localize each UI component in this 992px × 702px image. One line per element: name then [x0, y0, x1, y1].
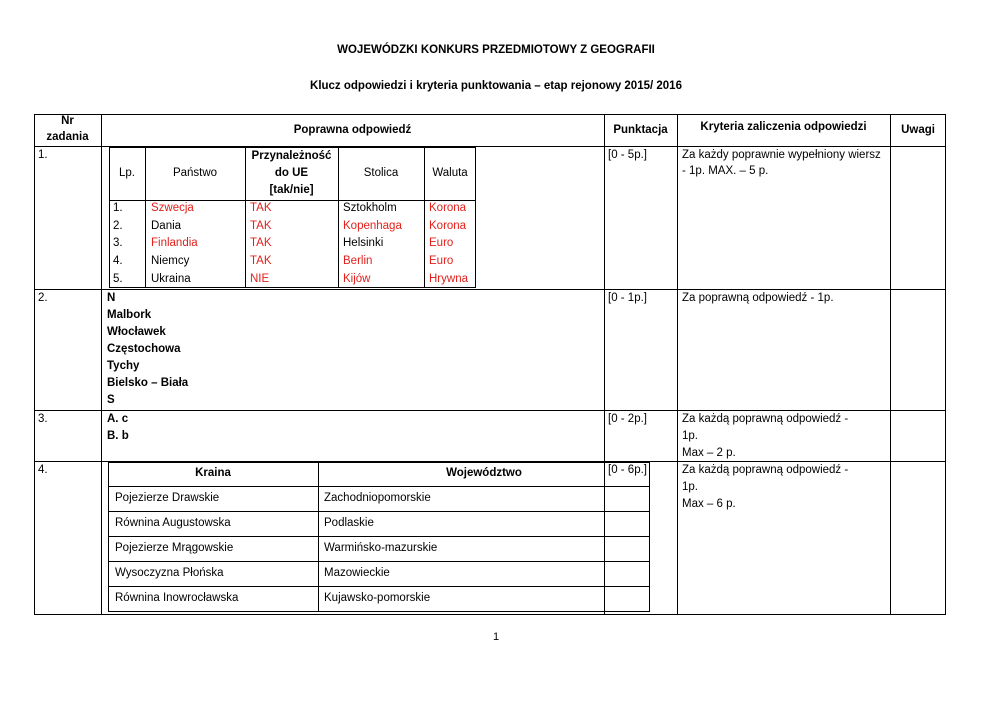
- criteria-line: Za każdą poprawną odpowiedź -: [682, 413, 849, 425]
- row-country: Szwecja: [151, 202, 194, 214]
- header-nr: [34, 113, 101, 145]
- page-subtitle: Klucz odpowiedzi i kryteria punktowania – etap rejonowy 2015/ 2016: [310, 80, 682, 92]
- task-points: [0 - 5p.]: [608, 149, 647, 161]
- row-country: Niemcy: [151, 255, 190, 267]
- row-currency: Euro: [429, 237, 454, 249]
- row-divider: [108, 511, 650, 512]
- row-capital: Helsinki: [343, 237, 384, 249]
- col-currency-header: Waluta: [432, 167, 468, 179]
- answer-line: A. c: [107, 413, 129, 425]
- answer-line: S: [107, 394, 115, 406]
- header-nr-line2: zadania: [46, 131, 89, 143]
- row-country: Ukraina: [151, 273, 191, 285]
- column-divider: [677, 114, 678, 615]
- task-number: 2.: [38, 292, 48, 304]
- criteria-line: Max – 6 p.: [682, 498, 736, 510]
- row-divider: [108, 561, 650, 562]
- col-eu-header-line1: Przynależność: [251, 150, 332, 162]
- col-eu-header-line3: [tak/nie]: [269, 184, 314, 196]
- task-criteria: [682, 462, 848, 513]
- task-points: [0 - 2p.]: [608, 413, 647, 425]
- task-criteria: [682, 411, 848, 462]
- task-number: 1.: [38, 149, 48, 161]
- column-divider: [890, 114, 891, 615]
- row-voivodeship: Mazowieckie: [324, 567, 390, 579]
- header-answer: Poprawna odpowiedź: [293, 124, 412, 136]
- criteria-line: Max – 2 p.: [682, 447, 736, 459]
- task-points: [0 - 6p.]: [608, 464, 647, 476]
- answer-line: Częstochowa: [107, 343, 181, 355]
- col-eu-header-line2: do UE: [274, 167, 309, 179]
- task-criteria: Za poprawną odpowiedź - 1p.: [682, 292, 834, 304]
- row-divider: [108, 536, 650, 537]
- row-divider: [108, 486, 650, 487]
- row-eu: TAK: [250, 237, 272, 249]
- header-points: Punktacja: [613, 124, 668, 136]
- col-country-header: Państwo: [172, 167, 218, 179]
- row-eu: NIE: [250, 273, 270, 285]
- row-currency: Euro: [429, 255, 454, 267]
- row-lp: 1.: [113, 202, 123, 214]
- col-capital-header: Stolica: [363, 167, 399, 179]
- page-title: WOJEWÓDZKI KONKURS PRZEDMIOTOWY Z GEOGRAFII: [337, 44, 655, 56]
- row-eu: TAK: [250, 220, 272, 232]
- task-points: [0 - 1p.]: [608, 292, 647, 304]
- task-number: 3.: [38, 413, 48, 425]
- row-region: Pojezierze Drawskie: [115, 492, 220, 504]
- answer-line: N: [107, 292, 116, 304]
- header-notes: Uwagi: [901, 124, 935, 136]
- row-capital: Kijów: [343, 273, 371, 285]
- criteria-line: 1p.: [682, 481, 698, 493]
- row-lp: 4.: [113, 255, 123, 267]
- answer-line: B. b: [107, 430, 129, 442]
- answer-line: Tychy: [107, 360, 140, 372]
- row-capital: Berlin: [343, 255, 373, 267]
- row-eu: TAK: [250, 255, 272, 267]
- column-divider: [604, 486, 605, 612]
- col-eu-header: [245, 148, 338, 199]
- answer-line: Bielsko – Biała: [107, 377, 189, 389]
- task-criteria: Za każdy poprawnie wypełniony wiersz - 1p. MAX. – 5 p.: [682, 149, 881, 177]
- row-region: Równina Augustowska: [115, 517, 231, 529]
- col-lp-header: Lp.: [119, 167, 135, 179]
- row-voivodeship: Warmińsko-mazurskie: [324, 542, 438, 554]
- col-voivodeship-header: Województwo: [446, 467, 522, 479]
- answer-line: Malbork: [107, 309, 152, 321]
- task-number: 4.: [38, 464, 48, 476]
- row-voivodeship: Podlaskie: [324, 517, 374, 529]
- task-answer: [107, 411, 129, 445]
- criteria-line: Za każdą poprawną odpowiedź -: [682, 464, 849, 476]
- answer-line: Włocławek: [107, 326, 166, 338]
- row-region: Pojezierze Mrągowskie: [115, 542, 234, 554]
- header-criteria: Kryteria zaliczenia odpowiedzi: [700, 121, 867, 133]
- header-nr-line1: Nr: [61, 115, 74, 127]
- row-currency: Korona: [429, 202, 467, 214]
- row-currency: Korona: [429, 220, 467, 232]
- row-country: Finlandia: [151, 237, 198, 249]
- row-lp: 2.: [113, 220, 123, 232]
- row-region: Równina Inowrocławska: [115, 592, 239, 604]
- column-divider: [318, 462, 319, 612]
- col-region-header: Kraina: [195, 467, 231, 479]
- row-currency: Hrywna: [429, 273, 468, 285]
- row-region: Wysoczyzna Płońska: [115, 567, 224, 579]
- page-number: 1: [492, 631, 500, 643]
- task-answer: [107, 290, 188, 409]
- row-country: Dania: [151, 220, 182, 232]
- row-divider: [108, 586, 650, 587]
- row-capital: Kopenhaga: [343, 220, 402, 232]
- criteria-line: 1p.: [682, 430, 698, 442]
- row-voivodeship: Zachodniopomorskie: [324, 492, 431, 504]
- row-lp: 3.: [113, 237, 123, 249]
- column-divider: [101, 114, 102, 615]
- row-eu: TAK: [250, 202, 272, 214]
- row-capital: Sztokholm: [343, 202, 397, 214]
- row-lp: 5.: [113, 273, 123, 285]
- row-voivodeship: Kujawsko-pomorskie: [324, 592, 431, 604]
